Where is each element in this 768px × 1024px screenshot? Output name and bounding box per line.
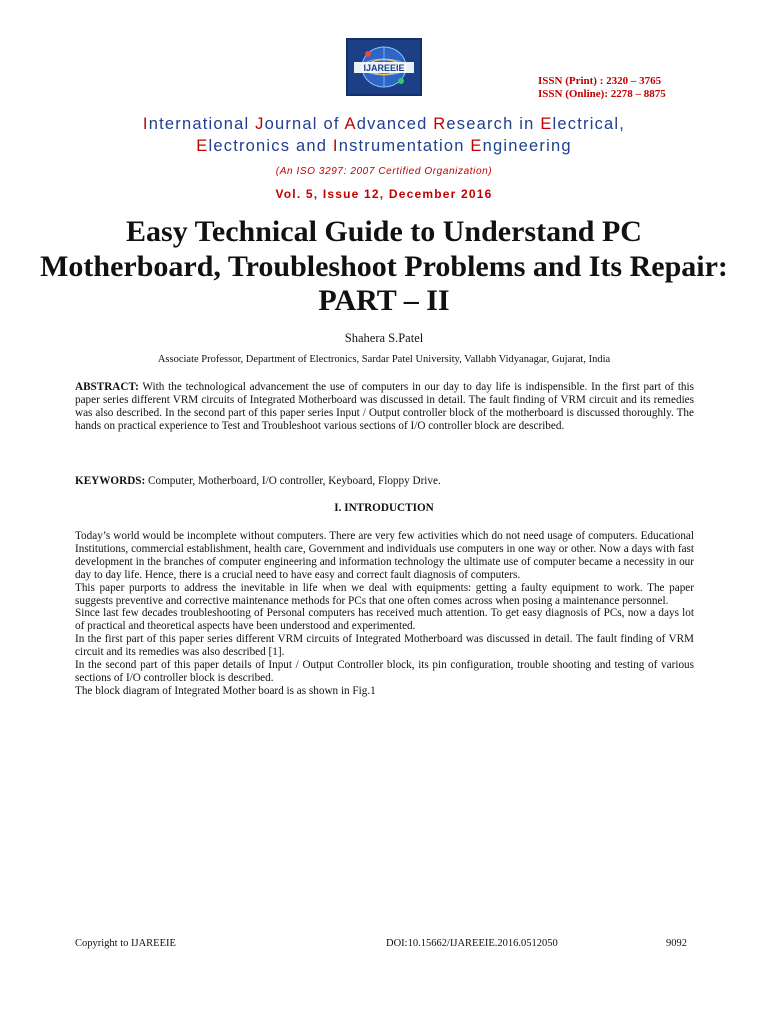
journal-name-word: lectronics and — [208, 137, 333, 155]
journal-name-initial: E — [470, 137, 483, 155]
journal-name-initial: E — [196, 137, 209, 155]
section-heading: I. INTRODUCTION — [334, 502, 434, 514]
paper-title: Easy Technical Guide to Understand PC Motherboard, Troubleshoot Problems and Its Repair: PART – II — [40, 215, 728, 317]
svg-text:IJAREEIE: IJAREEIE — [363, 63, 405, 73]
intro-paragraph: This paper purports to address the inevitable in life when we deal with equipments: getting a faulty equipment to work. The paper suggests preventive and corrective maintenance methods for PCs that one often comes across when posing a maintenance personnel. — [75, 581, 694, 607]
abstract-label: ABSTRACT: — [75, 381, 139, 393]
author-affiliation: Associate Professor, Department of Electronics, Sardar Patel University, Vallabh Vidyanagar, Gujarat, India — [157, 354, 611, 365]
footer-copyright: Copyright to IJAREEIE — [75, 938, 176, 949]
journal-name-line-1 — [0, 114, 768, 134]
intro-paragraph: The block diagram of Integrated Mother board is as shown in Fig.1 — [75, 684, 376, 697]
journal-name-word: esearch in — [446, 115, 541, 133]
journal-name-initial: I — [332, 137, 339, 155]
journal-name-initial: I — [142, 115, 149, 133]
keywords — [75, 475, 694, 488]
keywords-label: KEYWORDS: — [75, 475, 146, 487]
journal-logo — [346, 38, 422, 96]
journal-name-word: ngineering — [482, 137, 572, 155]
journal-name-initial: E — [540, 115, 553, 133]
journal-name-word: ournal of — [264, 115, 345, 133]
logo-graphic — [348, 40, 420, 94]
abstract-text: With the technological advancement the use of computers in our day to day life is indispensible. In the first part of this paper series different VRM circuits of Integrated Motherboard was discussed in detail. The fault finding of VRM circuit and its remedies was also described. In the second part of this paper series Input / Output controller block of the motherboard is discussed thoroughly. The hands on practical experience to Test and Troubleshoot various sections of I/O controller block are described. — [75, 381, 694, 432]
introduction-body — [75, 530, 694, 698]
issn-block — [538, 75, 666, 101]
certification-note: (An ISO 3297: 2007 Certified Organization) — [275, 166, 493, 177]
journal-name-word: lectrical, — [552, 115, 626, 133]
intro-paragraph: In the first part of this paper series different VRM circuits of Integrated Motherboard was discussed in detail. The fault finding of VRM circuit and its remedies was also described [1]. — [75, 633, 694, 659]
keywords-text: Computer, Motherboard, I/O controller, Keyboard, Floppy Drive. — [145, 475, 441, 487]
journal-name-initial: J — [255, 115, 265, 133]
journal-name-initial: A — [344, 115, 357, 133]
journal-name-line-2 — [0, 136, 768, 156]
journal-name-word: dvanced — [356, 115, 434, 133]
journal-name-word: nstrumentation — [338, 137, 471, 155]
author-name: Shahera S.Patel — [344, 331, 424, 345]
journal-name-initial: R — [433, 115, 447, 133]
intro-paragraph: Since last few decades troubleshooting of Personal computers has received much attention. To get easy diagnosis of PCs, now a days lot of practical and theoretical aspects have been understood and experimented. — [75, 607, 694, 633]
volume-issue: Vol. 5, Issue 12, December 2016 — [275, 187, 493, 201]
issn-online: ISSN (Online): 2278 – 8875 — [538, 88, 666, 100]
intro-paragraph: Today’s world would be incomplete without computers. There are very few activities which do not need usage of computers. Educational Institutions, commercial establishment, health care, Government and individuals use computers in one way or other. Now a days with fast development in the branches of computer engineering and information technology the ultimate use of computer became a necessity in our day to day life. Hence, there is a crucial need to have easy and correct fault diagnosis of computers. — [75, 530, 694, 581]
footer-doi: DOI:10.15662/IJAREEIE.2016.0512050 — [386, 938, 558, 949]
abstract — [75, 381, 694, 433]
footer-page-number: 9092 — [666, 938, 687, 949]
journal-name-word: nternational — [148, 115, 256, 133]
intro-paragraph: In the second part of this paper details of Input / Output Controller block, its pin configuration, trouble shooting and testing of various sections of I/O controller block is described. — [75, 659, 694, 684]
issn-print: ISSN (Print) : 2320 – 3765 — [538, 75, 662, 87]
